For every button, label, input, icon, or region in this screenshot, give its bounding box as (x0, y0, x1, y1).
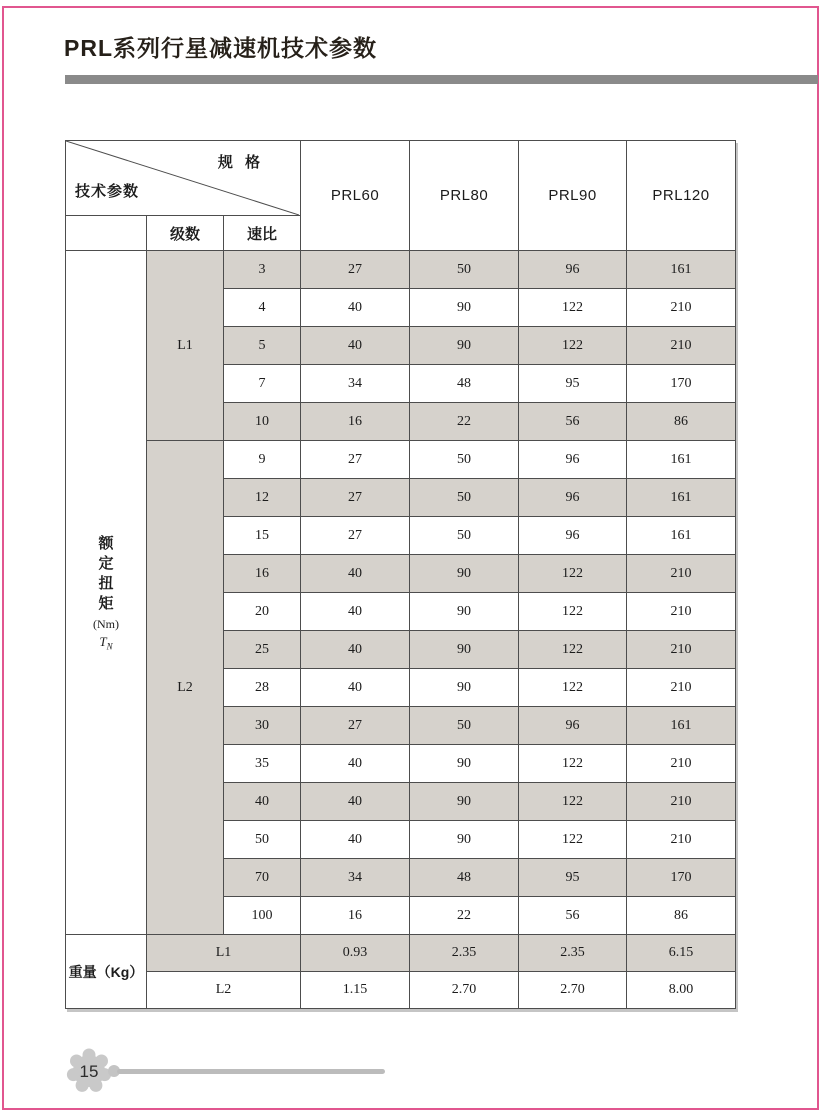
table-row (66, 251, 736, 289)
page-number: 15 (79, 1062, 99, 1081)
value-cell: 34 (301, 859, 410, 897)
value-cell: 48 (410, 365, 519, 403)
value-cell: 210 (627, 555, 736, 593)
value-cell: 96 (519, 479, 627, 517)
value-cell: 210 (627, 327, 736, 365)
value-cell: 40 (301, 631, 410, 669)
value-cell: 96 (519, 707, 627, 745)
value-cell: 122 (519, 327, 627, 365)
value-cell: 16 (301, 897, 410, 935)
value-cell: 210 (627, 821, 736, 859)
value-cell: 210 (627, 289, 736, 327)
value-cell: 96 (519, 441, 627, 479)
value-cell: 90 (410, 745, 519, 783)
ratio-cell: 70 (224, 859, 301, 897)
value-cell: 2.70 (410, 972, 519, 1009)
footer-line (117, 1069, 385, 1074)
value-cell: 90 (410, 327, 519, 365)
value-cell: 86 (627, 403, 736, 441)
value-cell: 2.35 (519, 935, 627, 972)
value-cell: 40 (301, 289, 410, 327)
spec-table (65, 140, 736, 1009)
ratio-subheader: 速比 (224, 216, 301, 251)
value-cell: 27 (301, 479, 410, 517)
value-cell: 210 (627, 631, 736, 669)
value-cell: 90 (410, 821, 519, 859)
ratio-cell: 50 (224, 821, 301, 859)
ratio-cell: 35 (224, 745, 301, 783)
value-cell: 161 (627, 251, 736, 289)
value-cell: 161 (627, 441, 736, 479)
value-cell: 27 (301, 707, 410, 745)
column-header-prl90: PRL90 (519, 141, 627, 251)
value-cell: 27 (301, 441, 410, 479)
header-tech-param-label: 技术参数 (75, 183, 140, 200)
value-cell: 50 (410, 707, 519, 745)
header-spec-label: 规 格 (217, 154, 264, 171)
column-header-prl120: PRL120 (627, 141, 736, 251)
torque-symbol: $T_N$ (99, 633, 113, 652)
ratio-cell: 30 (224, 707, 301, 745)
ratio-cell: 12 (224, 479, 301, 517)
value-cell: 8.00 (627, 972, 736, 1009)
value-cell: 210 (627, 669, 736, 707)
weight-stage-l1: L1 (147, 935, 301, 972)
column-header-prl60: PRL60 (301, 141, 410, 251)
table-row (66, 441, 736, 479)
ratio-cell: 4 (224, 289, 301, 327)
value-cell: 96 (519, 251, 627, 289)
value-cell: 210 (627, 745, 736, 783)
value-cell: 50 (410, 517, 519, 555)
value-cell: 40 (301, 593, 410, 631)
value-cell: 90 (410, 289, 519, 327)
value-cell: 40 (301, 783, 410, 821)
value-cell: 22 (410, 897, 519, 935)
value-cell: 50 (410, 479, 519, 517)
value-cell: 170 (627, 365, 736, 403)
diagonal-header-cell (66, 141, 301, 216)
empty-header-cell (66, 216, 147, 251)
value-cell: 122 (519, 821, 627, 859)
value-cell: 90 (410, 555, 519, 593)
column-header-prl80: PRL80 (410, 141, 519, 251)
title-underline-bar (65, 75, 818, 84)
value-cell: 86 (627, 897, 736, 935)
ratio-cell: 20 (224, 593, 301, 631)
value-cell: 40 (301, 669, 410, 707)
ratio-cell: 9 (224, 441, 301, 479)
value-cell: 122 (519, 555, 627, 593)
stage-l2-cell: L2 (147, 441, 224, 935)
value-cell: 90 (410, 783, 519, 821)
value-cell: 40 (301, 555, 410, 593)
value-cell: 6.15 (627, 935, 736, 972)
torque-unit-label: (Nm) (93, 616, 119, 631)
value-cell: 161 (627, 479, 736, 517)
torque-label-cell (66, 251, 147, 935)
value-cell: 56 (519, 897, 627, 935)
ratio-cell: 40 (224, 783, 301, 821)
value-cell: 40 (301, 821, 410, 859)
value-cell: 210 (627, 593, 736, 631)
value-cell: 90 (410, 669, 519, 707)
value-cell: 122 (519, 593, 627, 631)
value-cell: 90 (410, 631, 519, 669)
ratio-cell: 3 (224, 251, 301, 289)
value-cell: 122 (519, 669, 627, 707)
value-cell: 95 (519, 859, 627, 897)
value-cell: 56 (519, 403, 627, 441)
value-cell: 50 (410, 441, 519, 479)
gear-icon (64, 1046, 114, 1096)
ratio-cell: 28 (224, 669, 301, 707)
value-cell: 40 (301, 745, 410, 783)
ratio-cell: 25 (224, 631, 301, 669)
stage-subheader: 级数 (147, 216, 224, 251)
value-cell: 90 (410, 593, 519, 631)
value-cell: 170 (627, 859, 736, 897)
value-cell: 95 (519, 365, 627, 403)
value-cell: 96 (519, 517, 627, 555)
value-cell: 122 (519, 745, 627, 783)
value-cell: 34 (301, 365, 410, 403)
value-cell: 40 (301, 327, 410, 365)
weight-stage-l2: L2 (147, 972, 301, 1009)
value-cell: 1.15 (301, 972, 410, 1009)
ratio-cell: 100 (224, 897, 301, 935)
value-cell: 22 (410, 403, 519, 441)
page-title: PRL系列行星减速机技术参数 (64, 35, 377, 61)
torque-vertical-label: 额定扭矩 (98, 534, 114, 613)
value-cell: 48 (410, 859, 519, 897)
value-cell: 0.93 (301, 935, 410, 972)
table-row (66, 935, 736, 972)
table-row (66, 972, 736, 1009)
ratio-cell: 10 (224, 403, 301, 441)
value-cell: 27 (301, 517, 410, 555)
weight-label-cell: 重量（Kg） (66, 935, 147, 1009)
value-cell: 122 (519, 289, 627, 327)
diagonal-line (66, 141, 299, 215)
page-footer (64, 1046, 464, 1106)
stage-l1-cell: L1 (147, 251, 224, 441)
ratio-cell: 16 (224, 555, 301, 593)
value-cell: 122 (519, 631, 627, 669)
ratio-cell: 15 (224, 517, 301, 555)
value-cell: 122 (519, 783, 627, 821)
value-cell: 27 (301, 251, 410, 289)
value-cell: 2.35 (410, 935, 519, 972)
value-cell: 161 (627, 707, 736, 745)
value-cell: 161 (627, 517, 736, 555)
value-cell: 16 (301, 403, 410, 441)
value-cell: 2.70 (519, 972, 627, 1009)
ratio-cell: 7 (224, 365, 301, 403)
ratio-cell: 5 (224, 327, 301, 365)
value-cell: 50 (410, 251, 519, 289)
value-cell: 210 (627, 783, 736, 821)
